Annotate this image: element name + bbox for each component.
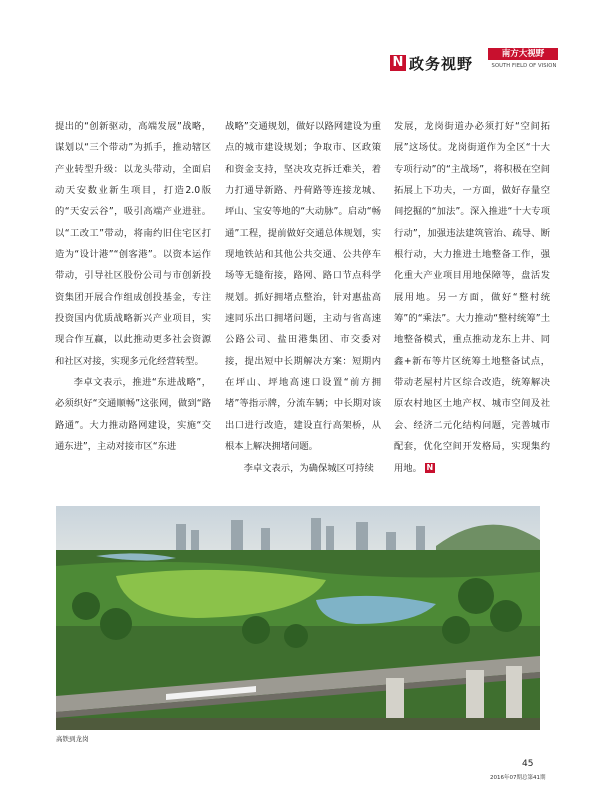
paragraph: 战略”交通规划，做好以路网建设为重点的城市建设规划；争取市、区政策和资金支持，坚决攻克拆迁难关，着力打通导新路、丹荷路等连接龙城、坪山、宝安等地的“大动脉”。启动“畅通”工程，提前做好交通总体规划，实现地铁站和其他公共交通、公共停车场等无缝衔接，路网、路口节点科学规划。抓好拥堵点整治，针对惠盐高速同乐出口拥堵问题，主动与省高速公路公司、盐田港集团、市交委对接，提出短中长期解决方案：短期内在坪山、坪地高速口设置“前方拥堵”等指示牌，分流车辆；中长期对该出口进行改造，建设直行高架桥，从根本上解决拥堵问题。 <box>225 121 381 453</box>
photo-illustration <box>56 506 540 730</box>
page-number: 45 <box>522 759 534 769</box>
masthead <box>362 44 596 78</box>
article-body <box>55 116 550 476</box>
paragraph-text: 发展，龙岗街道办必须打好“空间拓展”这场仗。龙岗街道作为全区“十大专项行动”的“主战场”，将积极在空间拓展上下功夫，一方面，做好存量空间挖掘的“加法”。深入推进“十大专项行动”，加强违法建筑管治、疏导、断根行动，大力推进土地整备工作，强化重大产业项目用地保障等，盘活发展用地。另一方面，做好“整村统筹”的“乘法”。大力推动“整村统筹”土地整备模式，重点推动龙东上井、同鑫+新布等片区统筹土地整备试点，带动老屋村片区综合改造，统筹解决原农村地区土地产权、城市空间及社会、经济二元化结构问题，完善城市配套，优化空间开发格局，实现集约用地。 <box>394 121 550 474</box>
paragraph: 提出的“创新驱动，高端发展”战略，谋划以“三个带动”为抓手，推动辖区产业转型升级：以龙头带动，全面启动天安数业新生项目，打造2.0版的“天安云谷”，吸引高端产业进驻。以“工改工”带动，将南约旧住宅区打造为“设计港”“创客港”。以资本运作带动，引导社区股份公司与市创新投资集团开展合作组成创投基金，专注投资国内优质战略新兴产业项目，实现合作互赢，以此推动更多社会资源和社区对接，实现多元化经营转型。 <box>55 121 211 367</box>
magazine-name-badge: 南方大视野 <box>488 48 558 60</box>
text-column-2 <box>225 116 381 479</box>
text-column-3 <box>394 116 550 479</box>
article-end-mark-icon: N <box>426 463 434 472</box>
paragraph <box>394 116 550 479</box>
text-column-1 <box>55 116 211 458</box>
magazine-english-name: SOUTH FIELD OF VISION <box>491 63 557 69</box>
paragraph: 李卓文表示，为确保城区可持续 <box>243 462 374 474</box>
issue-info: 2016年07期总第41期 <box>490 775 546 781</box>
logo-n-icon: N <box>390 55 406 71</box>
landscape-photo <box>56 506 540 730</box>
paragraph: 李卓文表示，推进“东进战略”，必须织好“交通顺畅”这张网，做到“路路通”。大力推动路网建设，实施“交通东进”，主动对接市区“东进 <box>55 377 211 453</box>
photo-caption: 高铁到龙岗 <box>56 735 89 743</box>
section-title: 政务视野 <box>409 55 474 73</box>
